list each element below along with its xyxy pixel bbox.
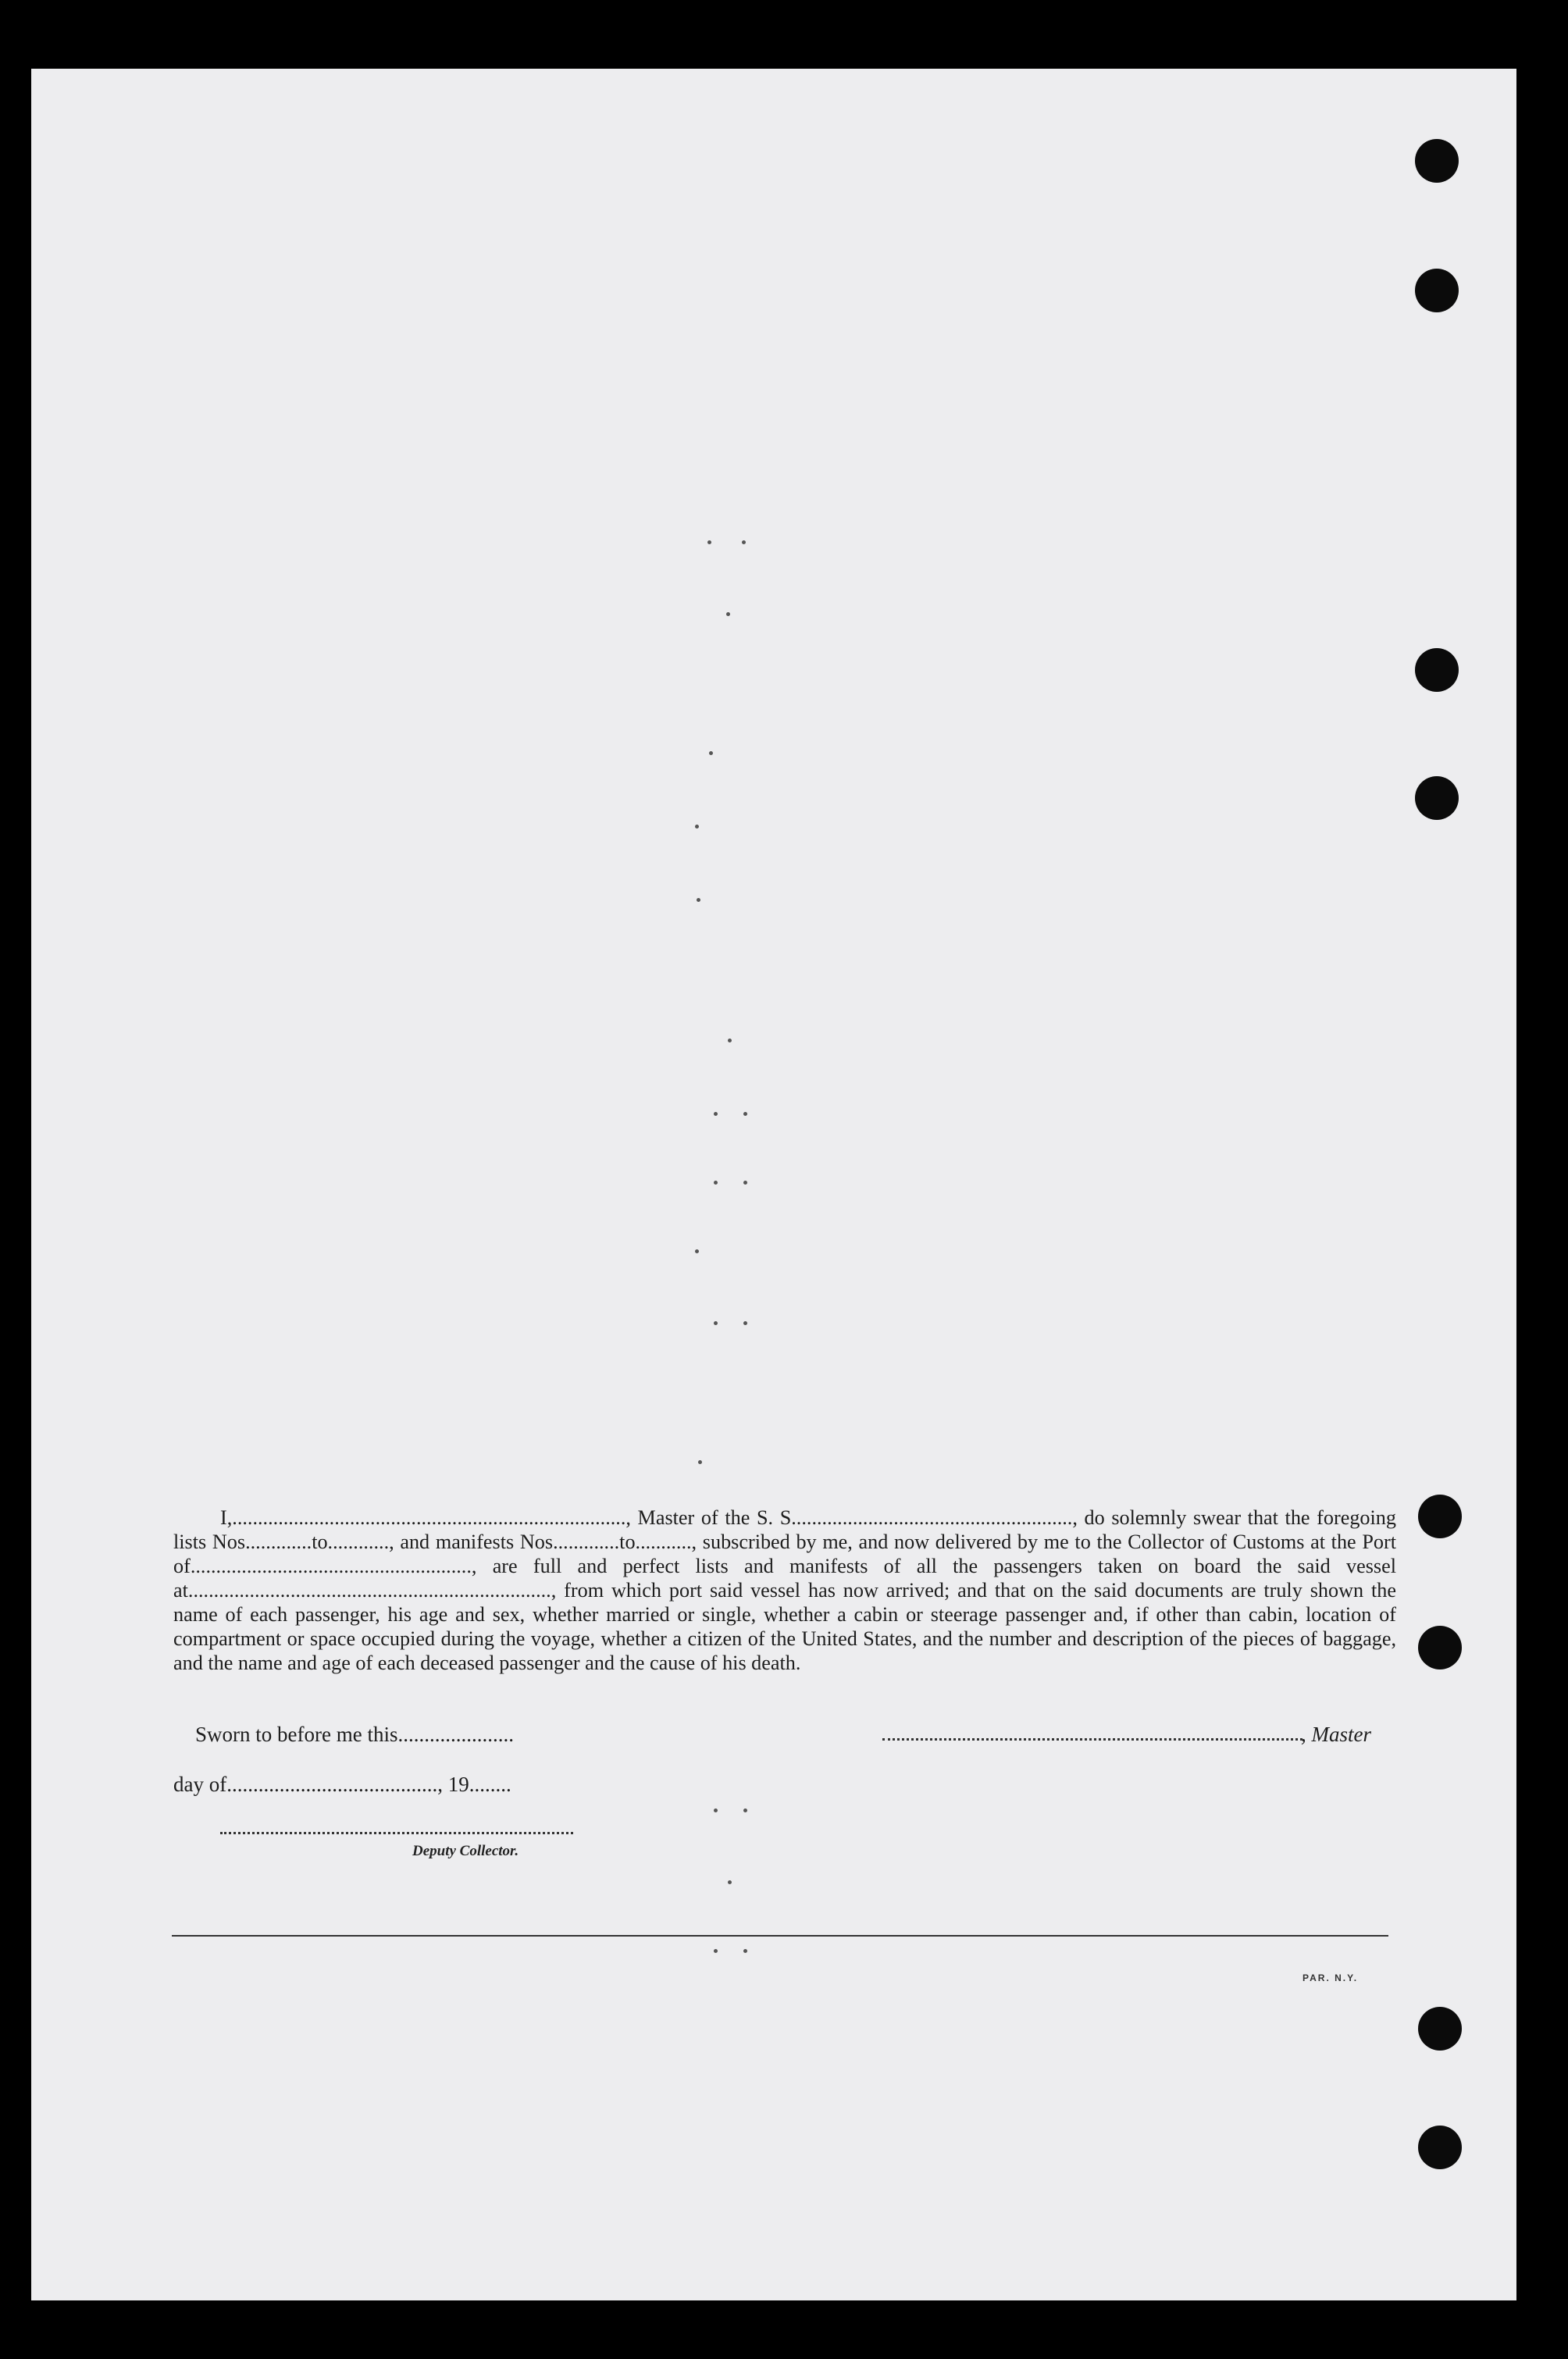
binder-hole-1 (1415, 139, 1459, 183)
binder-hole-2 (1415, 269, 1459, 312)
top-edge-mark (812, 30, 828, 33)
footer-rule (172, 1935, 1388, 1937)
oath-text: I,............................................................................., Master of the S. S......................................................., do solemnly swear that the foregoing lists Nos.............to............, and manifests Nos.............to..........., subscribed by me, and now delivered by me to the Collector of Customs at the Port of......................................................., are full and perfect lists and manifests of all the passengers taken on board the said vessel at......................................................................., from which port said vessel has now arrived; and that on the said documents are truly shown the name of each passenger, his age and sex, whether married or single, whether a cabin or steerage passenger and, if other than cabin, location of compartment or space occupied during the voyage, whether a citizen of the United States, and the number and description of the pieces of baggage, and the name and age of each deceased passenger and the cause of his death. (173, 1506, 1396, 1674)
bottom-edge-mark (812, 2319, 826, 2322)
master-signature-line (882, 1738, 1303, 1741)
binder-hole-4 (1415, 776, 1459, 820)
binder-hole-6 (1418, 1626, 1462, 1669)
binder-hole-5 (1418, 1495, 1462, 1538)
master-label: , Master (1301, 1723, 1371, 1746)
fold-speck (698, 1460, 702, 1464)
fold-speck (743, 1321, 747, 1325)
fold-speck (743, 1808, 747, 1812)
fold-speck (728, 1039, 732, 1042)
fold-speck (709, 751, 713, 755)
document-page (31, 69, 1516, 2300)
deputy-collector-signature-line (220, 1832, 573, 1834)
fold-speck (726, 612, 730, 616)
binder-hole-3 (1415, 648, 1459, 692)
day-line: day of........................................, 19........ (173, 1773, 511, 1796)
printer-mark: PAR. N.Y. (1303, 1972, 1359, 1983)
fold-speck (743, 1949, 747, 1953)
fold-speck (714, 1181, 718, 1185)
fold-speck (707, 540, 711, 544)
binder-hole-7 (1418, 2007, 1462, 2051)
fold-speck (697, 898, 700, 902)
sworn-line: Sworn to before me this...................... (195, 1723, 514, 1746)
fold-speck (714, 1949, 718, 1953)
fold-speck (714, 1112, 718, 1116)
fold-speck (728, 1880, 732, 1884)
fold-speck (743, 1181, 747, 1185)
fold-speck (743, 1112, 747, 1116)
masters-oath-paragraph (173, 1506, 1396, 1675)
fold-speck (714, 1808, 718, 1812)
deputy-collector-caption: Deputy Collector. (412, 1843, 519, 1859)
fold-speck (695, 1249, 699, 1253)
binder-hole-8 (1418, 2126, 1462, 2169)
fold-speck (742, 540, 746, 544)
fold-speck (695, 825, 699, 829)
fold-speck (714, 1321, 718, 1325)
